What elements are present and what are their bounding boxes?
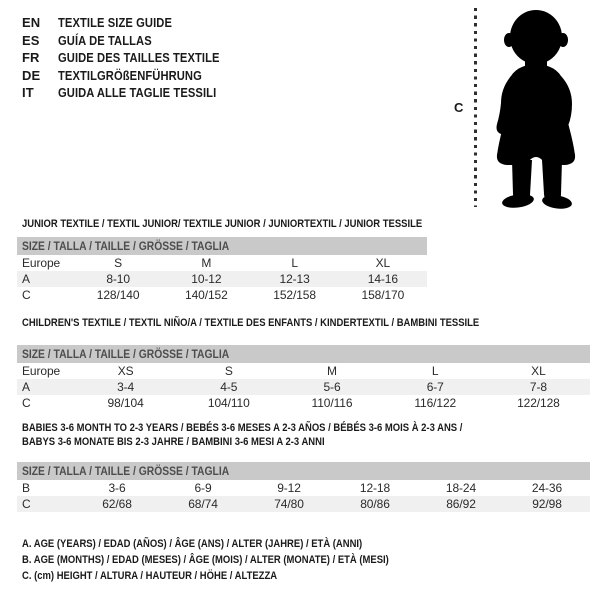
row-label: A (22, 272, 30, 286)
cell-value: L (291, 256, 298, 270)
language-code: EN (22, 15, 41, 31)
height-measure-label: C (454, 100, 464, 115)
cell-value: 110/116 (311, 396, 353, 410)
table-body (17, 255, 427, 303)
note-line: B. AGE (MONTHS) / EDAD (MESES) / ÂGE (MOIS) / ALTER (MONATE) / ETÀ (MESI) (22, 554, 389, 567)
table-title: BABYS 3-6 MONATE BIS 2-3 JAHRE / BAMBINI 3-6 MESI A 2-3 ANNI (22, 436, 325, 448)
cell-value: 158/170 (361, 288, 405, 302)
cell-value: 74/80 (274, 497, 304, 511)
language-row (22, 67, 246, 85)
cell-value: 68/74 (188, 497, 218, 511)
cell-value: 98/104 (107, 396, 144, 410)
language-code: DE (22, 67, 41, 83)
cell-value: 3-6 (108, 481, 126, 495)
note-line: A. AGE (YEARS) / EDAD (AÑOS) / ÂGE (ANS) / ALTER (JAHRE) / ETÀ (ANNI) (22, 538, 363, 550)
cell-value: 122/128 (517, 396, 560, 410)
cell-value: 4-5 (220, 380, 238, 394)
table-row (17, 255, 427, 271)
language-title-list (22, 14, 246, 102)
babies-textile-table (17, 421, 590, 512)
cell-value: M (201, 256, 212, 270)
cell-value: 8-10 (106, 272, 130, 286)
table-title-group (17, 421, 590, 449)
table-row (17, 271, 427, 287)
table-title: JUNIOR TEXTILE / TEXTIL JUNIOR/ TEXTILE JUNIOR / JUNIORTEXTIL / JUNIOR TESSILE (22, 218, 423, 230)
cell-value: 104/110 (207, 396, 250, 410)
language-row (22, 14, 246, 32)
row-label: A (22, 380, 30, 394)
cell-value: M (327, 364, 337, 378)
cell-value: S (224, 364, 233, 378)
cell-value: 7-8 (529, 380, 547, 394)
childrens-textile-table (17, 316, 590, 411)
table-row (17, 379, 590, 395)
table-title-group (17, 217, 427, 231)
language-title: GUIDA ALLE TAGLIE TESSILI (58, 85, 217, 101)
junior-textile-table (17, 217, 427, 303)
height-measure-dashed-line (474, 8, 477, 207)
language-row (22, 32, 246, 50)
table-title: CHILDREN'S TEXTILE / TEXTIL NIÑO/A / TEXTILE DES ENFANTS / KINDERTEXTIL / BAMBINI TESSILE (22, 317, 480, 329)
cell-value: 62/68 (102, 497, 132, 511)
cell-value: 6-9 (194, 481, 212, 495)
table-row (17, 395, 590, 411)
row-label: C (22, 396, 31, 410)
cell-value: 152/158 (273, 288, 316, 302)
language-title: TEXTILGRÖßENFÜHRUNG (58, 67, 202, 83)
cell-value: 14-16 (367, 272, 398, 286)
table-row (17, 480, 590, 496)
cell-value: 140/152 (185, 288, 228, 302)
cell-value: 92/98 (532, 497, 562, 511)
cell-value: L (431, 364, 439, 378)
language-title: GUIDE DES TAILLES TEXTILE (58, 50, 220, 66)
cell-value: 116/122 (414, 396, 457, 410)
language-title: TEXTILE SIZE GUIDE (58, 15, 172, 31)
row-label: Europe (22, 256, 61, 270)
cell-value: 128/140 (96, 288, 140, 302)
legend-notes (22, 536, 449, 585)
table-body (17, 363, 590, 411)
table-title: BABIES 3-6 MONTH TO 2-3 YEARS / BEBÉS 3-6 MESES A 2-3 AÑOS / BÉBÉS 3-6 MOIS À 2-3 ANS / (22, 422, 463, 434)
cell-value: XL (531, 364, 546, 378)
cell-value: S (114, 256, 123, 270)
size-header-label: SIZE / TALLA / TAILLE / GRÖSSE / TAGLIA (22, 347, 230, 361)
row-label: C (22, 288, 31, 302)
cell-value: 18-24 (445, 481, 477, 495)
row-label: C (22, 497, 31, 511)
size-header-bar (17, 345, 590, 363)
cell-value: XL (375, 256, 391, 270)
cell-value: 12-13 (279, 272, 310, 286)
cell-value: 80/86 (360, 497, 390, 511)
size-header-label: SIZE / TALLA / TAILLE / GRÖSSE / TAGLIA (22, 239, 230, 253)
table-row (17, 287, 427, 303)
cell-value: 24-36 (531, 481, 563, 495)
baby-silhouette-icon (487, 8, 593, 210)
table-row (17, 496, 590, 512)
cell-value: 6-7 (426, 380, 444, 394)
size-header-bar (17, 237, 427, 255)
language-code: ES (22, 32, 40, 48)
language-title: GUÍA DE TALLAS (58, 32, 152, 48)
size-header-label: SIZE / TALLA / TAILLE / GRÖSSE / TAGLIA (22, 464, 230, 478)
cell-value: 86/92 (446, 497, 476, 511)
table-row (17, 363, 590, 379)
table-body (17, 480, 590, 512)
table-title-group (17, 316, 590, 330)
language-code: FR (22, 50, 40, 66)
cell-value: 10-12 (191, 272, 222, 286)
cell-value: XS (117, 364, 134, 378)
cell-value: 5-6 (323, 380, 341, 394)
cell-value: 9-12 (277, 481, 301, 495)
cell-value: 12-18 (359, 481, 391, 495)
note-line: C. (cm) HEIGHT / ALTURA / HAUTEUR / HÖHE / ALTEZZA (22, 570, 278, 583)
cell-value: 3-4 (117, 380, 135, 394)
row-label: B (22, 481, 30, 495)
language-row (22, 84, 246, 102)
language-row (22, 49, 246, 67)
row-label: Europe (22, 364, 61, 378)
language-code: IT (22, 85, 34, 101)
size-header-bar (17, 462, 590, 480)
